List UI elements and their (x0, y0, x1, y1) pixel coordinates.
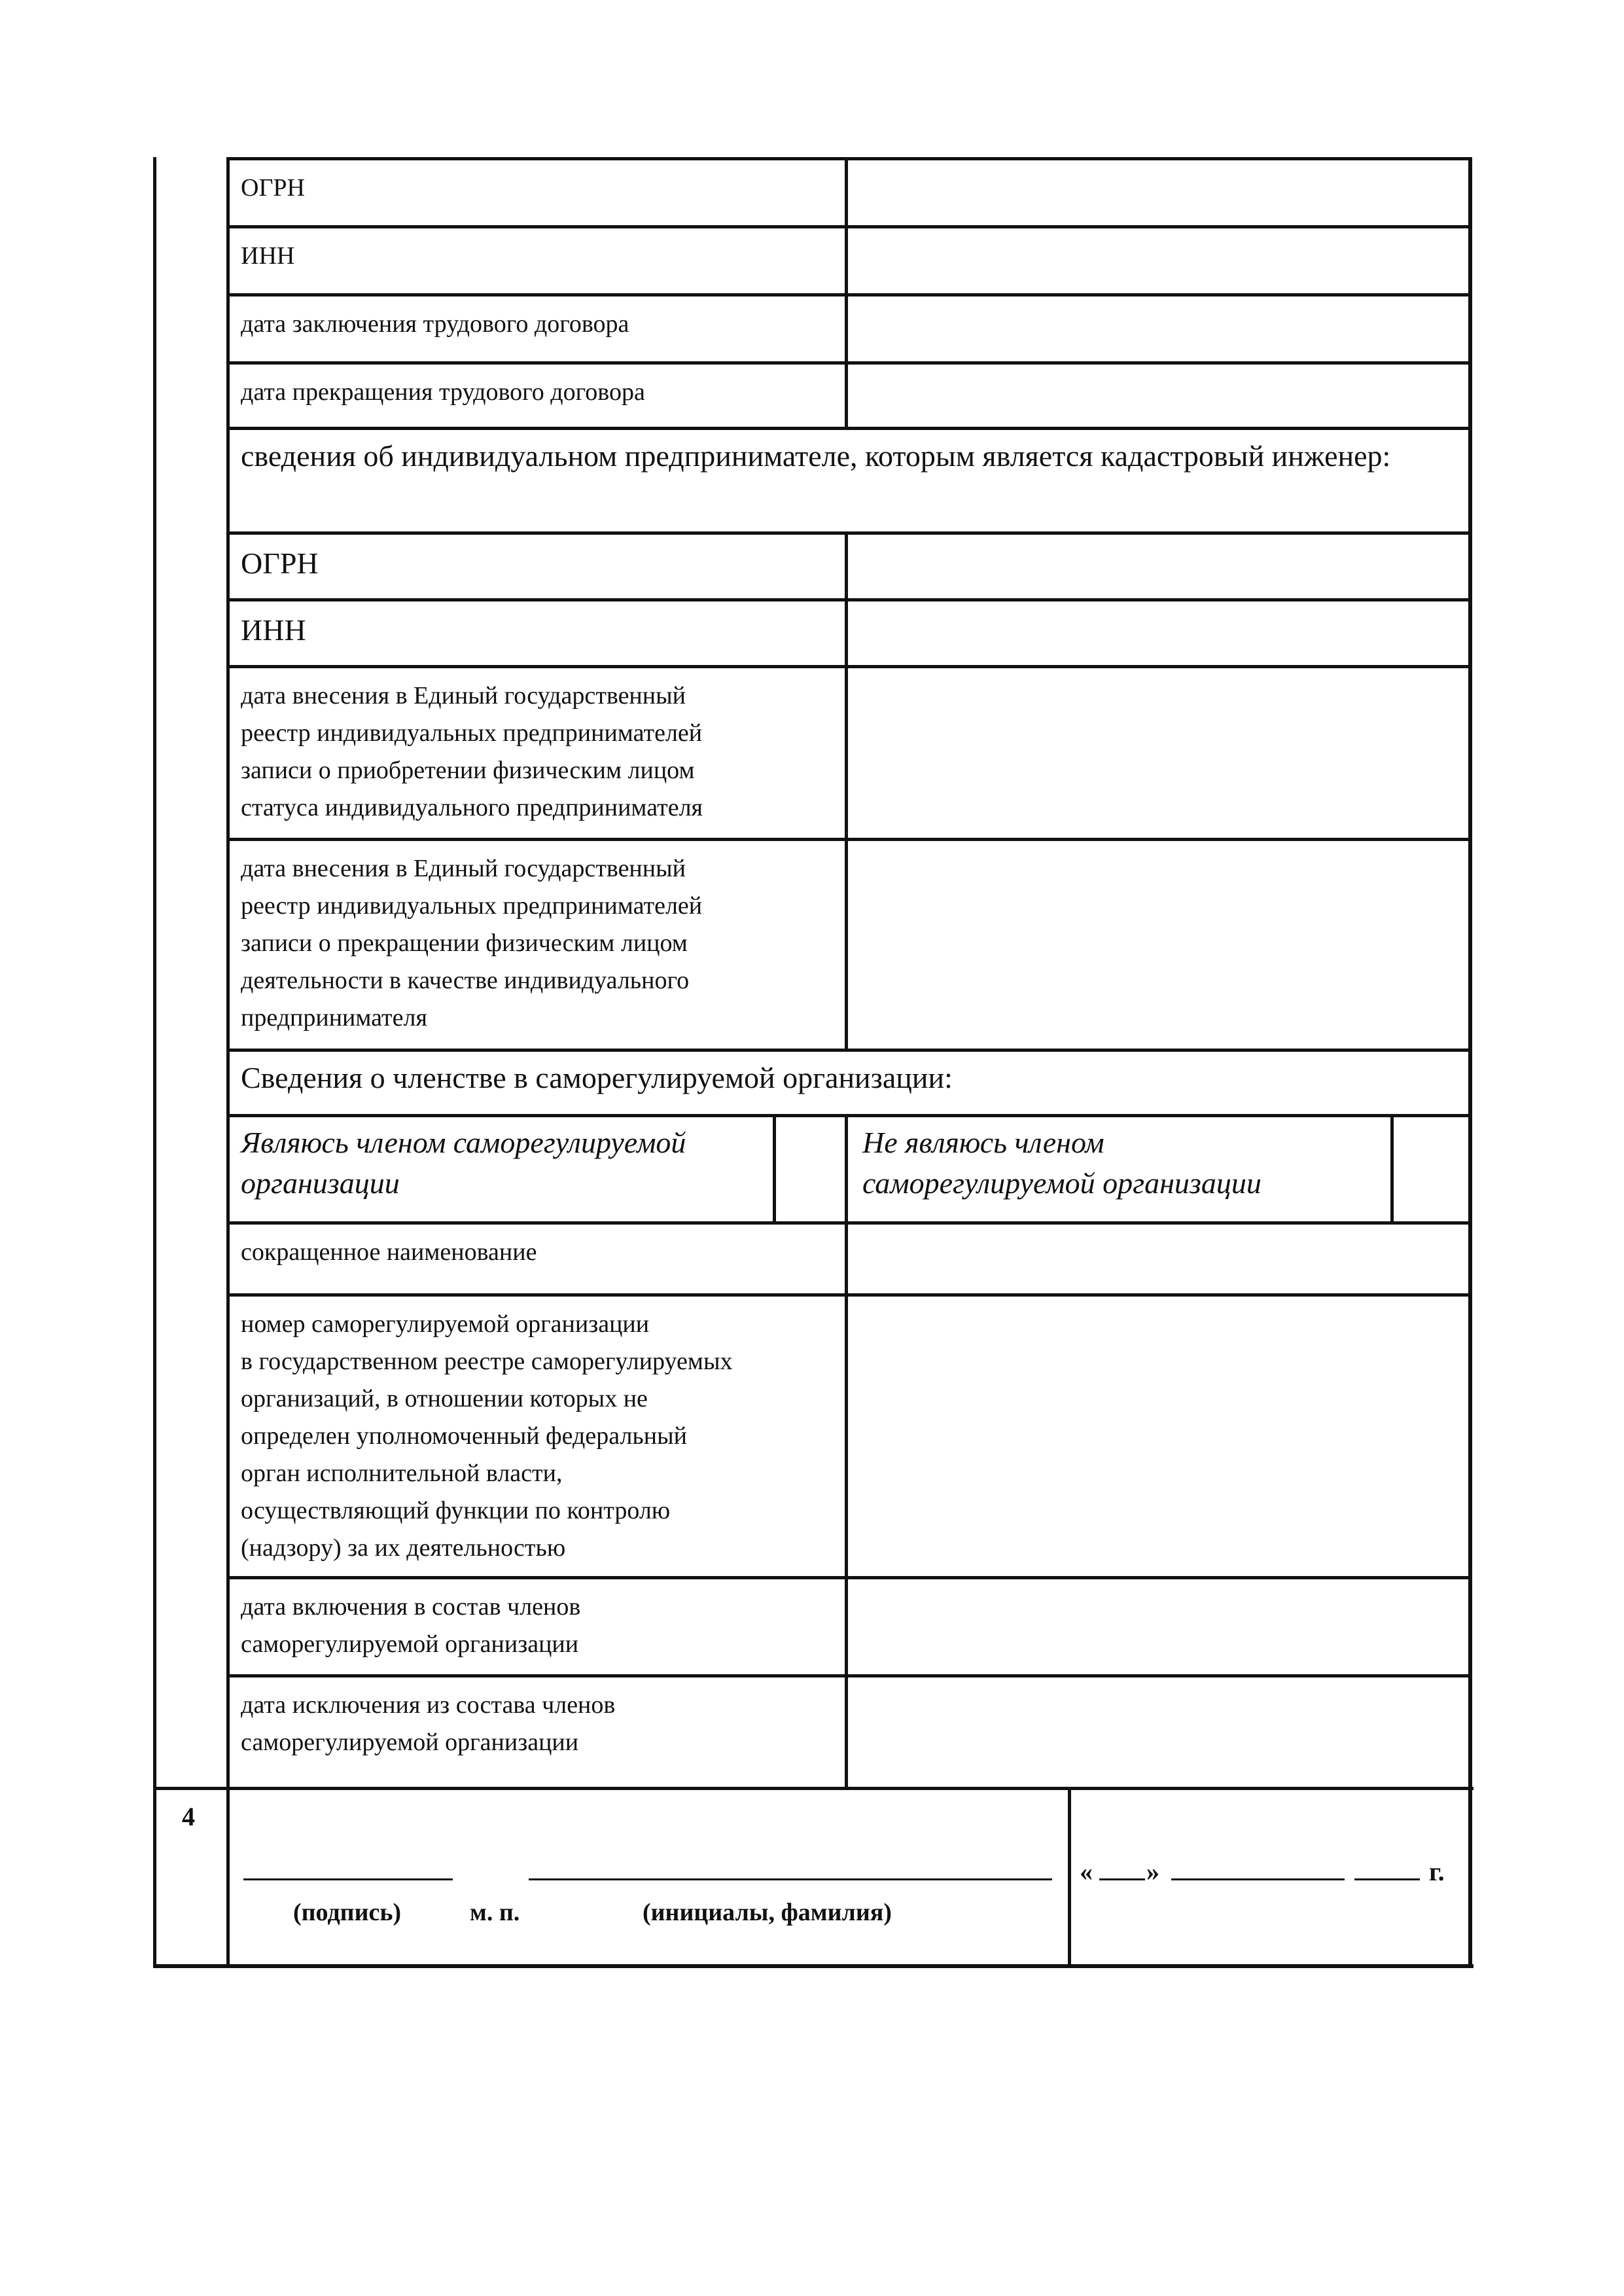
sro-exclusion-date-row (226, 1674, 1472, 1787)
sro-registry-number-value[interactable] (848, 1297, 1472, 1576)
contract-end-value[interactable] (848, 365, 1472, 427)
entrepreneur-section-label: сведения об индивидуальном предпринимателе, которым является кадастровый инженер: (241, 439, 1391, 473)
signature-caption: (подпись) (293, 1899, 402, 1926)
sro-short-name-row (226, 1221, 1472, 1293)
entrepreneur-registration-value[interactable] (848, 668, 1472, 838)
sro-short-name-label: сокращенное наименование (241, 1238, 537, 1266)
employer-ogrn-label: ОГРН (241, 174, 305, 202)
entrepreneur-ogrn-value[interactable] (848, 535, 1472, 598)
entrepreneur-termination-label: дата внесения в Единый государственный реестр индивидуальных предпринимателей записи о прекращении физическим лицом деятельности в качестве индивидуального предпринимателя (241, 855, 703, 1031)
contract-end-row (226, 361, 1472, 427)
signature-row-top-border (153, 1787, 1474, 1790)
entrepreneur-inn-value[interactable] (848, 601, 1472, 665)
signature-line[interactable] (243, 1878, 453, 1880)
contract-start-row (226, 293, 1472, 361)
sro-non-member-checkbox[interactable] (1394, 1117, 1472, 1221)
employer-inn-value[interactable] (848, 228, 1472, 293)
entrepreneur-registration-row (226, 665, 1472, 838)
contract-end-label: дата прекращения трудового договора (241, 378, 645, 406)
frame-left-border (153, 157, 156, 1968)
entrepreneur-termination-value[interactable] (848, 841, 1472, 1049)
sro-exclusion-date-value[interactable] (848, 1677, 1472, 1787)
sro-inclusion-date-value[interactable] (848, 1579, 1472, 1674)
entrepreneur-inn-row (226, 598, 1472, 665)
sro-section-row (226, 1049, 1472, 1114)
frame-bottom-border (153, 1964, 1474, 1968)
employer-ogrn-value[interactable] (848, 160, 1472, 225)
sro-inclusion-date-row (226, 1576, 1472, 1674)
year-suffix: г. (1429, 1857, 1445, 1886)
sro-inclusion-date-label: дата включения в состав членов саморегулируемой организации (241, 1593, 581, 1658)
entrepreneur-ogrn-row (226, 531, 1472, 598)
date-day-line[interactable] (1099, 1878, 1145, 1880)
sro-non-member-option-label: Не являюсь членом саморегулируемой организации (862, 1126, 1262, 1200)
sro-registry-number-label: номер саморегулируемой организации в государственном реестре саморегулируемых организаций, в отношении которых не определен уполномоченный федеральный орган исполнительной власти, осуществляющий функции по контролю (надзору) за их деятельностью (241, 1310, 733, 1562)
sro-short-name-value[interactable] (848, 1225, 1472, 1293)
contract-start-value[interactable] (848, 296, 1472, 361)
employer-ogrn-row (226, 157, 1472, 225)
entrepreneur-inn-label: ИНН (241, 613, 306, 647)
sro-section-title: Сведения о членстве в саморегулируемой организации: (241, 1061, 953, 1094)
signature-date-divider (1068, 1787, 1071, 1968)
name-caption: (инициалы, фамилия) (643, 1899, 892, 1926)
contract-start-label: дата заключения трудового договора (241, 310, 629, 338)
sro-registry-number-row (226, 1293, 1472, 1576)
sro-member-option-label: Являюсь членом саморегулируемой организации (241, 1126, 686, 1200)
date-close-quote: » (1146, 1857, 1159, 1886)
row-number: 4 (182, 1802, 195, 1831)
date-year-line[interactable] (1354, 1878, 1420, 1880)
date-open-quote: « (1080, 1857, 1093, 1886)
stamp-caption: м. п. (470, 1899, 520, 1926)
entrepreneur-registration-label: дата внесения в Единый государственный реестр индивидуальных предпринимателей записи о приобретении физическим лицом статуса индивидуального предпринимателя (241, 682, 703, 821)
sro-member-checkbox[interactable] (776, 1117, 848, 1221)
date-month-line[interactable] (1171, 1878, 1345, 1880)
entrepreneur-termination-row (226, 838, 1472, 1049)
name-line[interactable] (529, 1878, 1052, 1880)
employer-inn-row (226, 225, 1472, 293)
entrepreneur-ogrn-label: ОГРН (241, 547, 319, 580)
sro-exclusion-date-label: дата исключения из состава членов саморегулируемой организации (241, 1691, 616, 1756)
entrepreneur-section-row (226, 427, 1472, 531)
employer-inn-label: ИНН (241, 242, 295, 270)
sro-membership-row (226, 1114, 1472, 1221)
